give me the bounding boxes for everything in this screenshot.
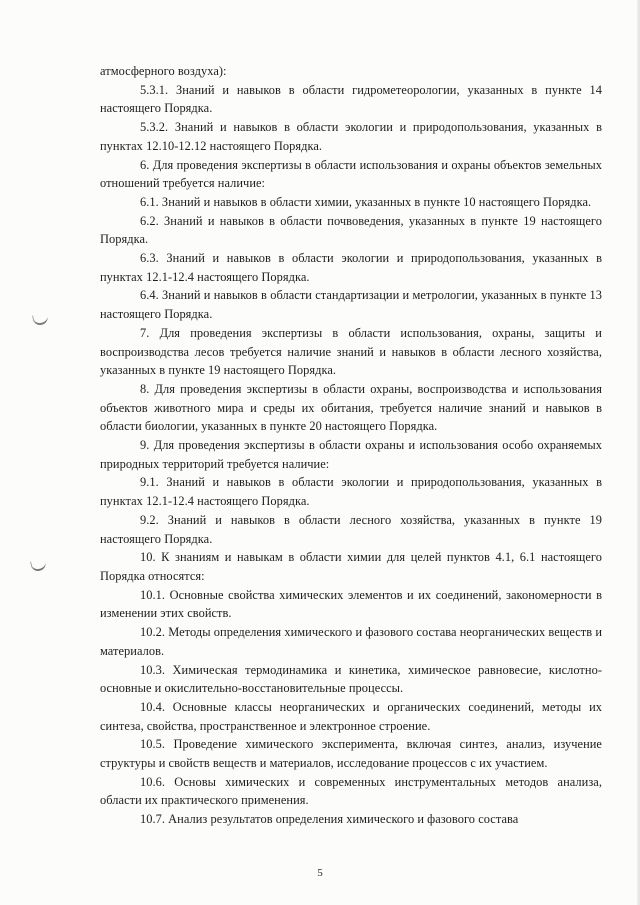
paragraph: 6.2. Знаний и навыков в области почвоведения, указанных в пункте 19 настоящего Порядка. — [100, 213, 602, 247]
paragraph: 5.3.2. Знаний и навыков в области экологии и природопользования, указанных в пунктах 12.10-12.12 настоящего Порядка. — [100, 120, 602, 153]
paragraph: 10.2. Методы определения химического и фазового состава неорганических веществ и материалов. — [100, 625, 602, 658]
paragraph: 9.1. Знаний и навыков в области экологии и природопользования, указанных в пунктах 12.1-12.4 настоящего Порядка. — [100, 475, 602, 509]
paragraph: 10.1. Основные свойства химических элементов и их соединений, закономерности в изменении этих свойств. — [100, 587, 602, 621]
punch-hole-mark — [32, 313, 49, 327]
paragraph: 6.4. Знаний и навыков в области стандартизации и метрологии, указанных в пункте 13 настоящего Порядка. — [100, 288, 602, 322]
paragraph: 10.6. Основы химических и современных инструментальных методов анализа, области их практического применения. — [100, 774, 602, 808]
page-number: 5 — [317, 867, 323, 879]
paragraph: 8. Для проведения экспертизы в области охраны, воспроизводства и использования объектов животного мира и среды их обитания, требуется наличие знаний и навыков в области биологии, указанных в пункте 20 настоящего Порядка. — [100, 381, 602, 434]
paragraph: 6. Для проведения экспертизы в области использования и охраны объектов земельных отношений требуется наличие: — [100, 157, 602, 191]
paragraph: атмосферного воздуха): — [100, 64, 227, 78]
paragraph: 6.3. Знаний и навыков в области экологии и природопользования, указанных в пунктах 12.1-12.4 настоящего Порядка. — [100, 251, 602, 284]
paragraph: 10.5. Проведение химического эксперимента, включая синтез, анализ, изучение структуры и свойств веществ и материалов, исследование процессов с их участием. — [100, 737, 602, 771]
paragraph: 10.3. Химическая термодинамика и кинетика, химическое равновесие, кислотно-основные и окислительно-восстановительные процессы. — [100, 662, 602, 696]
paragraph: 6.1. Знаний и навыков в области химии, указанных в пункте 10 настоящего Порядка. — [140, 194, 592, 209]
paragraph: 9.2. Знаний и навыков в области лесного хозяйства, указанных в пункте 19 настоящего Порядка. — [100, 512, 602, 546]
paragraph: 10.4. Основные классы неорганических и органических соединений, методы их синтеза, свойства, пространственное и электронное строение. — [100, 699, 602, 733]
paragraph: 7. Для проведения экспертизы в области использования, охраны, защиты и воспроизводства лесов требуется наличие знаний и навыков в области лесного хозяйства, указанных в пункте 19 настоящего Порядка. — [100, 325, 602, 378]
document-body — [100, 62, 602, 829]
paragraph: 9. Для проведения экспертизы в области охраны и использования особо охраняемых природных территорий требуется наличие: — [100, 438, 602, 471]
paragraph: 10.7. Анализ результатов определения химического и фазового состава — [140, 812, 519, 827]
paragraph: 10. К знаниям и навыкам в области химии для целей пунктов 4.1, 6.1 настоящего Порядка относятся: — [100, 550, 602, 583]
paragraph: 5.3.1. Знаний и навыков в области гидрометеорологии, указанных в пункте 14 настоящего Порядка. — [100, 82, 602, 116]
punch-hole-mark — [30, 559, 47, 573]
